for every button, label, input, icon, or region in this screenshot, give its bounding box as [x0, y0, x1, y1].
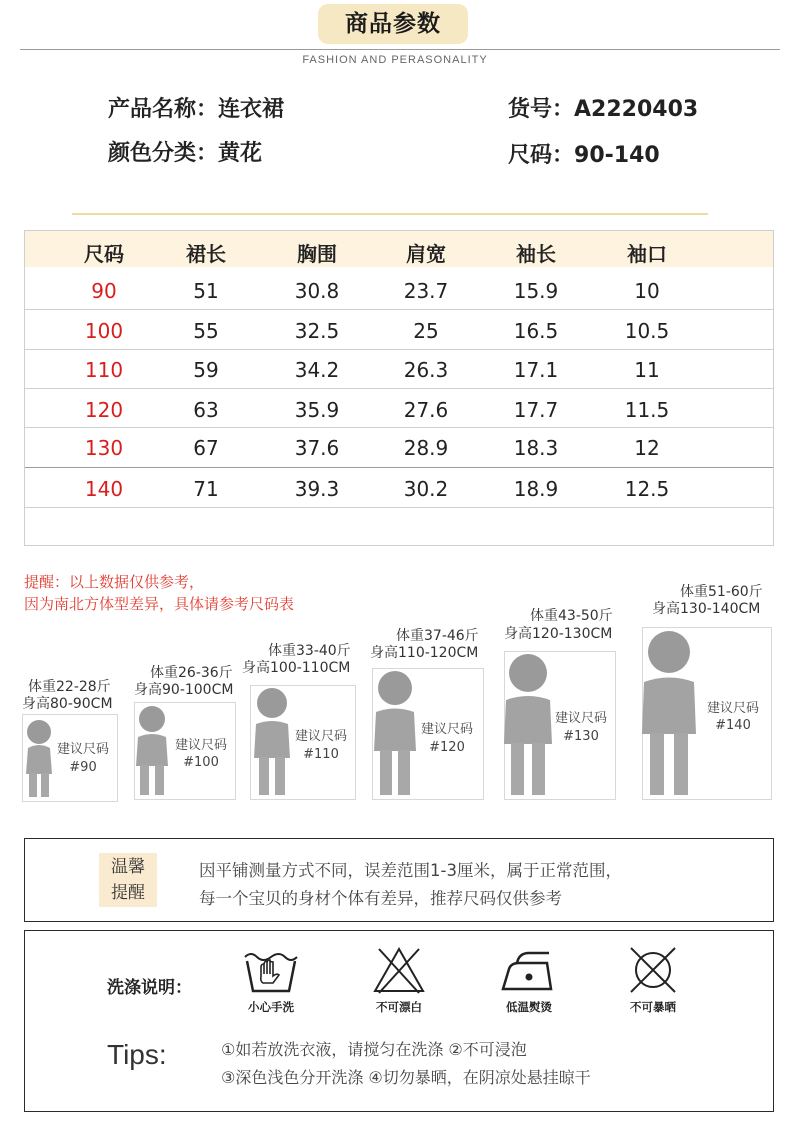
- table-cell: 12: [634, 436, 660, 460]
- table-cell: 63: [193, 398, 219, 422]
- warm-tip-text-2: 每一个宝贝的身材个体有差异，推荐尺码仅供参考: [199, 889, 562, 908]
- child-silhouette-icon: [638, 628, 702, 800]
- size-table: [24, 230, 774, 546]
- table-cell: 26.3: [403, 358, 449, 382]
- table-cell: 12.5: [624, 477, 670, 501]
- th-cuff: 袖口: [627, 242, 667, 266]
- wash-instructions-box: [24, 930, 774, 1112]
- product-color: [108, 136, 262, 167]
- product-sku-value: A2220403: [574, 97, 699, 122]
- warm-tip-badge-line2: 提醒: [111, 883, 145, 903]
- table-cell: 16.5: [513, 319, 559, 343]
- size-chart-size: #130: [563, 729, 599, 744]
- table-cell: 90: [91, 279, 117, 303]
- size-chart-weight: 体重43-50斤: [530, 608, 613, 624]
- size-chart-height: 身高90-100CM: [134, 682, 234, 698]
- table-cell: 130: [84, 436, 124, 460]
- header-divider: [20, 49, 780, 50]
- table-cell: 18.3: [513, 436, 559, 460]
- warm-tip-text-1: 因平铺测量方式不同，误差范围1-3厘米，属于正常范围，: [199, 861, 622, 880]
- table-cell: 67: [193, 436, 219, 460]
- row-divider: [25, 507, 773, 508]
- table-cell: 37.6: [294, 436, 340, 460]
- warm-tip-badge: [99, 853, 157, 907]
- size-chart-weight: 体重22-28斤: [28, 679, 111, 695]
- table-cell: 28.9: [403, 436, 449, 460]
- th-sleeve: 袖长: [516, 242, 556, 266]
- table-cell: 55: [193, 319, 219, 343]
- hand-wash-icon: [241, 947, 301, 995]
- product-name: [108, 92, 284, 123]
- table-cell: 51: [193, 279, 219, 303]
- size-chart-size: #90: [69, 760, 97, 775]
- product-sku-label: 货号：: [508, 97, 575, 122]
- th-length: 裙长: [186, 242, 226, 266]
- table-cell: 23.7: [403, 279, 449, 303]
- table-cell: 140: [84, 477, 124, 501]
- size-chart-height: 身高130-140CM: [652, 601, 761, 617]
- table-cell: 59: [193, 358, 219, 382]
- table-cell: 10.5: [624, 319, 670, 343]
- table-cell: 30.8: [294, 279, 340, 303]
- size-chart-size: #140: [715, 718, 751, 733]
- tips-label: Tips:: [107, 1039, 167, 1070]
- table-cell: 100: [84, 319, 124, 343]
- table-cell: 34.2: [294, 358, 340, 382]
- reminder-line-1: 提醒：以上数据仅供参考，: [24, 573, 205, 591]
- row-divider: [25, 467, 773, 468]
- low-iron-icon: [497, 947, 557, 995]
- tip-line-2: ③深色浅色分开洗涤 ④切勿暴晒，在阴凉处悬挂晾干: [221, 1068, 591, 1087]
- table-cell: 17.7: [513, 398, 559, 422]
- product-size-value: 90-140: [574, 143, 660, 168]
- table-cell: 32.5: [294, 319, 340, 343]
- no-tumble-dry-icon: [627, 945, 679, 995]
- size-chart-size: #110: [303, 747, 339, 762]
- size-chart-rec: 建议尺码: [420, 722, 473, 737]
- size-chart-rec: 建议尺码: [706, 701, 759, 716]
- table-cell: 27.6: [403, 398, 449, 422]
- tip-line-1: ①如若放洗衣液，请搅匀在洗涤 ②不可浸泡: [221, 1040, 527, 1059]
- product-name-label: 产品名称：: [108, 97, 219, 122]
- product-size-label: 尺码：: [508, 143, 575, 168]
- product-size: [508, 138, 660, 169]
- wash-label: 不可漂白: [376, 1000, 422, 1014]
- size-chart-weight: 体重51-60斤: [680, 584, 763, 600]
- product-color-value: 黄花: [218, 141, 263, 166]
- table-cell: 110: [84, 358, 124, 382]
- warm-tip-box: [24, 838, 774, 922]
- size-chart-height: 身高80-90CM: [22, 696, 113, 712]
- th-chest: 胸围: [297, 242, 337, 266]
- row-divider: [25, 349, 773, 350]
- size-chart-rec: 建议尺码: [56, 742, 109, 757]
- product-sku: [508, 92, 698, 123]
- table-cell: 15.9: [513, 279, 559, 303]
- wash-label: 小心手洗: [248, 1000, 294, 1014]
- row-divider: [25, 388, 773, 389]
- row-divider: [25, 427, 773, 428]
- table-cell: 25: [413, 319, 439, 343]
- size-chart-rec: 建议尺码: [554, 711, 607, 726]
- table-cell: 120: [84, 398, 124, 422]
- wash-title: 洗涤说明：: [107, 978, 192, 998]
- size-chart-weight: 体重26-36斤: [150, 665, 233, 681]
- table-cell: 35.9: [294, 398, 340, 422]
- table-cell: 18.9: [513, 477, 559, 501]
- product-color-label: 颜色分类：: [108, 141, 219, 166]
- size-chart-size: #100: [183, 755, 219, 770]
- reminder-line-2: 因为南北方体型差异，具体请参考尺码表: [24, 595, 295, 613]
- th-shoulder: 肩宽: [406, 242, 446, 266]
- table-cell: 17.1: [513, 358, 559, 382]
- th-size: 尺码: [84, 242, 124, 266]
- size-chart-height: 身高110-120CM: [370, 645, 479, 661]
- table-cell: 11.5: [624, 398, 670, 422]
- wash-label: 低温熨烫: [506, 1000, 552, 1014]
- wash-label: 不可暴晒: [630, 1000, 676, 1014]
- size-chart-weight: 体重33-40斤: [268, 643, 351, 659]
- warm-tip-badge-line1: 温馨: [111, 857, 145, 877]
- size-chart-height: 身高120-130CM: [504, 626, 613, 642]
- table-cell: 30.2: [403, 477, 449, 501]
- product-name-value: 连衣裙: [218, 97, 285, 122]
- size-chart-height: 身高100-110CM: [242, 660, 351, 676]
- size-chart-rec: 建议尺码: [174, 738, 227, 753]
- table-cell: 11: [634, 358, 660, 382]
- info-divider: [72, 213, 708, 215]
- no-bleach-icon: [371, 945, 427, 995]
- row-divider: [25, 309, 773, 310]
- section-subtitle: FASHION AND PERASONALITY: [302, 54, 488, 66]
- table-cell: 10: [634, 279, 660, 303]
- child-silhouette-icon: [132, 704, 172, 800]
- size-chart-size: #120: [429, 740, 465, 755]
- table-cell: 71: [193, 477, 219, 501]
- size-chart-rec: 建议尺码: [294, 729, 347, 744]
- section-title: 商品参数: [318, 4, 468, 44]
- table-cell: 39.3: [294, 477, 340, 501]
- size-chart-weight: 体重37-46斤: [396, 628, 479, 644]
